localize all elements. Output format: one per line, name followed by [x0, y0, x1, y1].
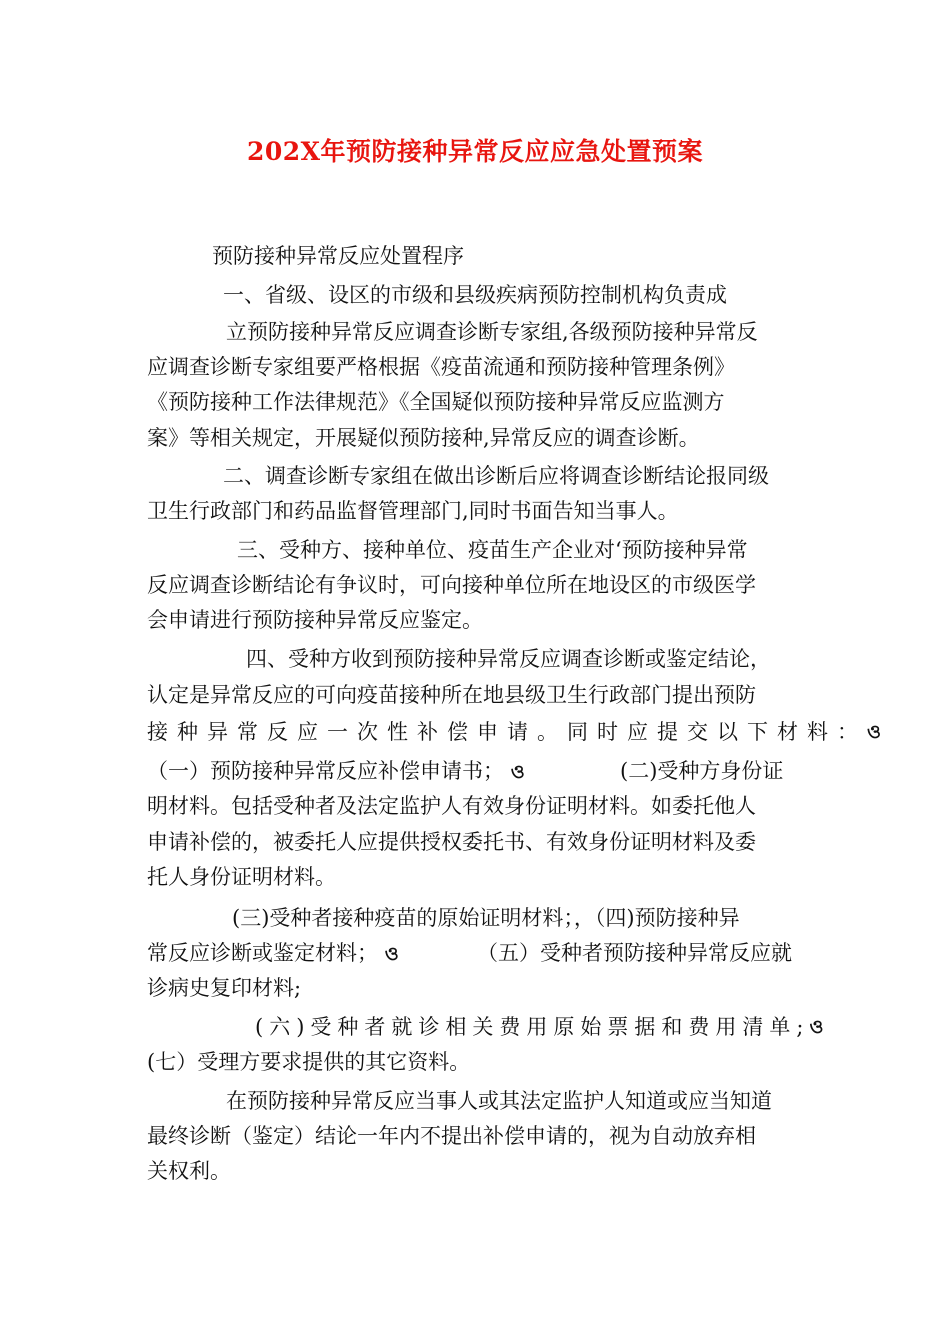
paragraph-line: 在预防接种异常反应当事人或其法定监护人知道或应当知道 — [226, 1089, 772, 1113]
paragraph-line: 一、省级、设区的市级和县级疾病预防控制机构负责成 — [223, 283, 727, 307]
paragraph-line: 最终诊断（鉴定）结论一年内不提出补偿申请的，视为自动放弃相 — [147, 1124, 756, 1148]
line-text: 常反应诊断或鉴定材料； — [147, 941, 378, 965]
line-text: 接种异常反应一次性补偿申请。同时应提交以下材料： — [147, 720, 867, 744]
paragraph-line: 立预防接种异常反应调查诊断专家组,各级预防接种异常反 — [226, 320, 758, 344]
paragraph-line: 托人身份证明材料。 — [147, 865, 336, 889]
symbol-mark: ও — [867, 721, 881, 743]
paragraph-line: 反应调查诊断结论有争议时，可向接种单位所在地设区的市级医学 — [147, 573, 756, 597]
paragraph-line: 案》等相关规定，开展疑似预防接种,异常反应的调查诊断。 — [147, 426, 700, 450]
paragraph-line: 《预防接种工作法律规范》《全国疑似预防接种异常反应监测方 — [147, 390, 725, 414]
paragraph-line: (七）受理方要求提供的其它资料。 — [147, 1050, 471, 1074]
paragraph-line: 二、调查诊断专家组在做出诊断后应将调查诊断结论报同级 — [223, 464, 769, 488]
paragraph-line: 会申请进行预防接种异常反应鉴定。 — [147, 608, 483, 632]
paragraph-line: 四、受种方收到预防接种异常反应调查诊断或鉴定结论， — [246, 647, 771, 671]
paragraph-line: 卫生行政部门和药品监督管理部门,同时书面告知当事人。 — [147, 499, 679, 523]
paragraph-line — [255, 1013, 824, 1041]
paragraph-line: (二)受种方身份证 — [620, 759, 784, 783]
paragraph-line — [147, 939, 399, 968]
paragraph-line: 三、受种方、接种单位、疫苗生产企业对‘预防接种异常 — [237, 538, 748, 562]
paragraph-line: 诊病史复印材料; — [147, 976, 302, 1000]
paragraph-line — [147, 718, 881, 746]
paragraph-line — [147, 757, 525, 786]
document-title: 202X年预防接种异常反应应急处置预案 — [246, 137, 704, 166]
line-text: （一）预防接种异常反应补偿申请书； — [147, 759, 504, 783]
section-heading: 预防接种异常反应处置程序 — [212, 244, 464, 268]
line-text: (六)受种者就诊相关费用原始票据和费用清单; — [255, 1015, 810, 1039]
paragraph-line: 认定是异常反应的可向疫苗接种所在地县级卫生行政部门提出预防 — [147, 683, 756, 707]
paragraph-line: 关权利。 — [147, 1159, 231, 1183]
paragraph-line: （五）受种者预防接种异常反应就 — [477, 941, 792, 965]
symbol-mark: ও — [510, 761, 525, 783]
paragraph-line: (三)受种者接种疫苗的原始证明材料；，（四)预防接种异 — [232, 906, 740, 930]
paragraph-line: 明材料。包括受种者及法定监护人有效身份证明材料。如委托他人 — [147, 794, 756, 818]
symbol-mark: ও — [384, 943, 399, 965]
paragraph-line: 申请补偿的，被委托人应提供授权委托书、有效身份证明材料及委 — [147, 830, 756, 854]
symbol-mark: ও — [809, 1016, 824, 1038]
paragraph-line: 应调查诊断专家组要严格根据《疫苗流通和预防接种管理条例》 — [147, 355, 735, 379]
